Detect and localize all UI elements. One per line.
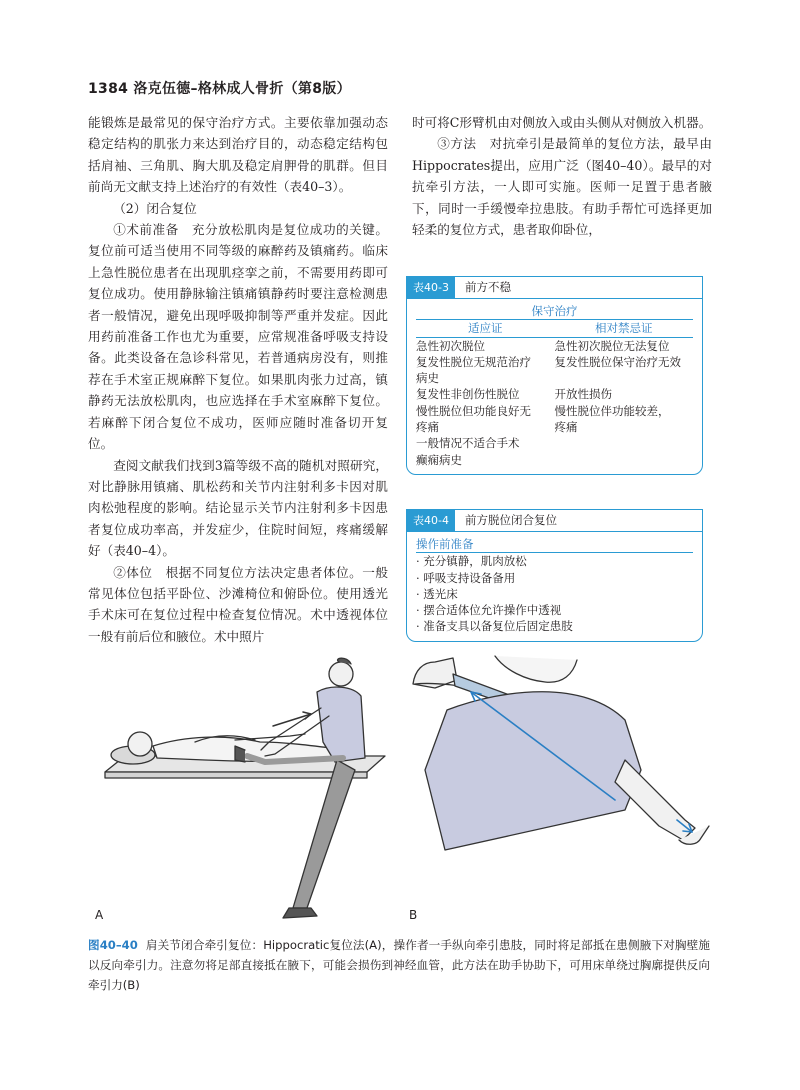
paragraph: 能锻炼是最常见的保守治疗方式。主要依靠加强动态稳定结构的肌张力来达到治疗目的，动态稳定结构包括肩袖、三角肌、胸大肌及稳定肩胛骨的肌群。但目前尚无文献支持上述治疗的有效性（表40–3）。 (88, 115, 388, 195)
cell-contraindication: 开放性损伤 (554, 387, 612, 402)
caption-text: 肩关节闭合牵引复位：Hippocratic复位法(A)，操作者一手纵向牵引患肢，同时将足部抵在患侧腋下对胸壁施以反向牵引力。注意勿将足部直接抵在腋下，可能会损伤到神经血管，此方法在助手协助下，可用床单绕过胸廓提供反向牵引力(B) (88, 938, 710, 992)
page-header: 1384 洛克伍德–格林成人骨折（第8版） (88, 81, 351, 97)
table-rows (416, 338, 693, 468)
cell-contraindication (555, 435, 694, 451)
cell-indication: 急性初次脱位 (416, 338, 485, 353)
list-item: · 摆合适体位允许操作中透视 (416, 603, 562, 618)
table-caption: 保守治疗 (531, 304, 578, 318)
table-list (416, 553, 693, 634)
figure-illustration (85, 650, 715, 930)
table-row (416, 403, 693, 419)
cell-indication: 癫痫病史 (416, 452, 462, 467)
cell-indication: 一般情况不适合手术 (416, 436, 520, 451)
left-text-column (88, 112, 388, 647)
cell-contraindication (555, 370, 694, 386)
list-item: · 呼吸支持设备备用 (416, 570, 516, 585)
table-subheading: 操作前准备 (416, 536, 693, 553)
caption-number: 图40–40 (88, 938, 138, 952)
paragraph: 查阅文献我们找到3篇等级不高的随机对照研究，对比静脉用镇痛、肌松药和关节内注射利多卡因对肌肉松弛程度的影响。结论显示关节内注射利多卡因患者复位成功率高，并发症少，住院时间短，疼痛缓解好（表40–4）。 (88, 457, 388, 559)
table-40-4 (406, 509, 703, 642)
figure-caption (88, 935, 710, 995)
paragraph: ①术前准备 充分放松肌肉是复位成功的关键。复位前可适当使用不同等级的麻醉药及镇痛药。临床上急性脱位患者在出现肌痉挛之前，不需要用药即可复位成功。使用静脉输注镇痛镇静药时要注意检测患者一般情况，避免出现呼吸抑制等严重并发症。因此用药前准备工作也尤为重要，应常规准备呼吸支持设备。此类设备在急诊科常见，若普通病房没有，则推荐在手术室正规麻醉下复位。如果肌肉张力过高，镇静药无法放松肌肉，也应选择在手术室麻醉下复位。若麻醉下闭合复位不成功，医师应随时准备切开复位。 (88, 222, 388, 452)
right-text-column (412, 112, 712, 240)
cell-indication: 慢性脱位但功能良好无 (416, 403, 531, 418)
table-column-headers (416, 319, 693, 337)
section-heading: （2）闭合复位 (113, 200, 197, 216)
cell-contraindication (555, 452, 694, 468)
cell-indication: 疼痛 (416, 420, 439, 435)
table-number: 表40-3 (407, 277, 455, 298)
table-header (407, 277, 702, 299)
column-header-contraindications: 相对禁忌证 (595, 321, 653, 336)
cell-indication: 病史 (416, 371, 439, 386)
cell-contraindication: 慢性脱位伴功能较差， (554, 403, 670, 418)
table-title: 前方不稳 (465, 280, 511, 294)
table-40-3 (406, 276, 703, 475)
cell-contraindication: 疼痛 (554, 420, 578, 435)
table-header (407, 510, 702, 532)
list-item: · 准备支具以备复位后固定患肢 (416, 619, 573, 634)
cell-indication: 复发性非创伤性脱位 (416, 387, 520, 402)
list-item: · 透光床 (416, 586, 458, 601)
cell-contraindication: 急性初次脱位无法复位 (554, 338, 670, 353)
table-row (416, 435, 693, 451)
table-row (416, 419, 693, 435)
table-row (416, 370, 693, 386)
list-item: · 充分镇静，肌肉放松 (416, 554, 527, 569)
table-row (416, 386, 693, 402)
figure-label-b: B (409, 908, 418, 922)
cell-indication: 复发性脱位无规范治疗 (416, 354, 531, 369)
paragraph: ②体位 根据不同复位方法决定患者体位。一般常见体位包括平卧位、沙滩椅位和俯卧位。使用透光手术床可在复位过程中检查复位情况。术中透视体位一般有前后位和腋位。术中照片 (88, 564, 388, 644)
table-row (416, 452, 693, 468)
table-number: 表40-4 (407, 510, 455, 531)
table-row (416, 354, 693, 370)
table-title: 前方脱位闭合复位 (465, 513, 557, 527)
paragraph: 时可将C形臂机由对侧放入或由头侧从对侧放入机器。 (412, 115, 712, 130)
paragraph: ③方法 对抗牵引是最简单的复位方法，最早由Hippocrates提出，应用广泛（图40–40）。最早的对抗牵引方法，一人即可实施。医师一足置于患者腋下，同时一手缓慢牵拉患肢。有助手帮忙可选择更加轻柔的复位方式，患者取仰卧位， (412, 136, 712, 238)
figure-40-40 (85, 650, 715, 930)
table-row (416, 338, 693, 354)
cell-contraindication: 复发性脱位保守治疗无效 (554, 354, 681, 369)
figure-label-a: A (95, 908, 104, 922)
column-header-indications: 适应证 (468, 321, 503, 336)
